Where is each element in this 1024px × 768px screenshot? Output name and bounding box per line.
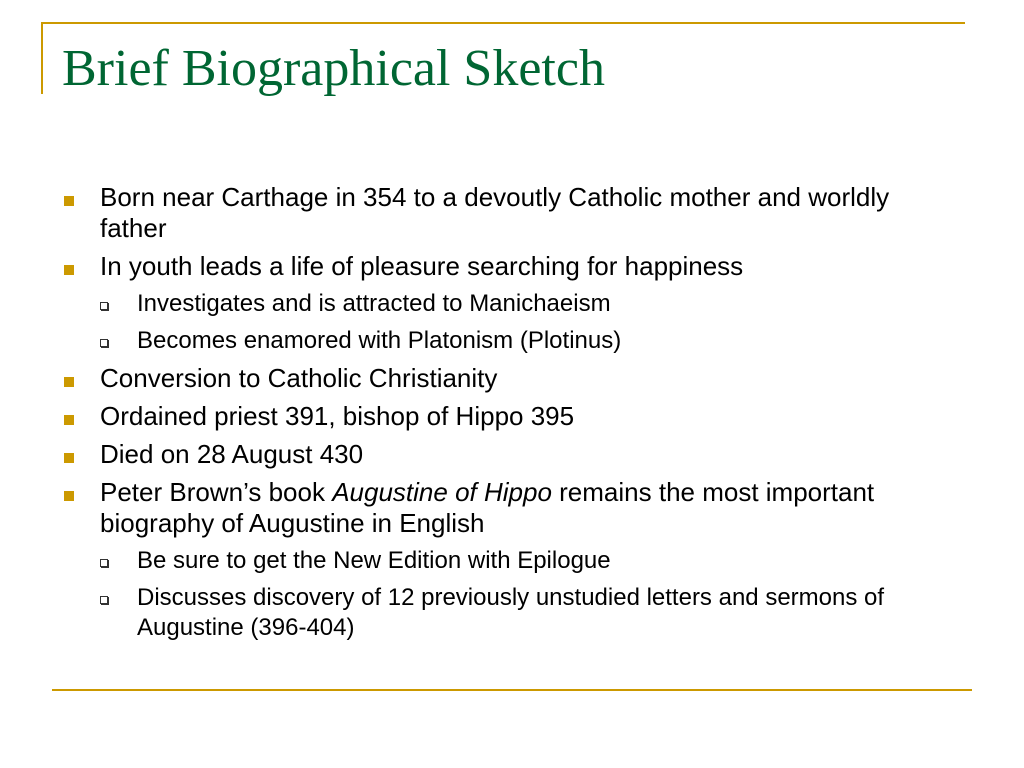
list-item <box>62 251 932 282</box>
hollow-square-bullet-icon <box>100 302 108 310</box>
list-item-text-start: Peter Brown’s book <box>100 477 333 507</box>
sub-list-item-text: Becomes enamored with Platonism (Plotinus) <box>137 327 622 354</box>
hollow-square-bullet-icon <box>100 559 108 567</box>
hollow-square-bullet-icon <box>100 339 108 347</box>
sub-list-item <box>62 583 932 643</box>
list-item <box>62 477 932 539</box>
list-item-text: Conversion to Catholic Christianity <box>100 363 498 393</box>
list-item-text: In youth leads a life of pleasure searching for happiness <box>100 251 744 281</box>
square-bullet-icon <box>64 265 74 275</box>
square-bullet-icon <box>64 377 74 387</box>
list-item <box>62 363 932 394</box>
list-item-text: Born near Carthage in 354 to a devoutly Catholic mother and worldly father <box>100 182 890 243</box>
bullet-list <box>62 182 932 650</box>
list-item <box>62 182 932 244</box>
list-item-text: Died on 28 August 430 <box>100 439 364 469</box>
sub-list-item <box>62 546 932 576</box>
list-item <box>62 439 932 470</box>
sub-list-item-text: Investigates and is attracted to Manichaeism <box>137 290 611 317</box>
square-bullet-icon <box>64 453 74 463</box>
sub-list-item-text: Discusses discovery of 12 previously unstudied letters and sermons of Augustine (396-404) <box>137 584 885 641</box>
square-bullet-icon <box>64 196 74 206</box>
sub-list-item <box>62 326 932 356</box>
slide-title: Brief Biographical Sketch <box>62 40 605 97</box>
hollow-square-bullet-icon <box>100 596 108 604</box>
sub-list-item <box>62 289 932 319</box>
list-item-text: Ordained priest 391, bishop of Hippo 395 <box>100 401 575 431</box>
top-rule <box>41 22 965 24</box>
sub-list-item-text: Be sure to get the New Edition with Epilogue <box>137 547 611 574</box>
square-bullet-icon <box>64 491 74 501</box>
bottom-rule <box>52 689 972 691</box>
book-title: Augustine of Hippo <box>332 477 552 507</box>
square-bullet-icon <box>64 415 74 425</box>
list-item <box>62 401 932 432</box>
list-item-text-end: remains the most important biography of Augustine in English <box>100 477 875 538</box>
left-rule <box>41 22 43 94</box>
